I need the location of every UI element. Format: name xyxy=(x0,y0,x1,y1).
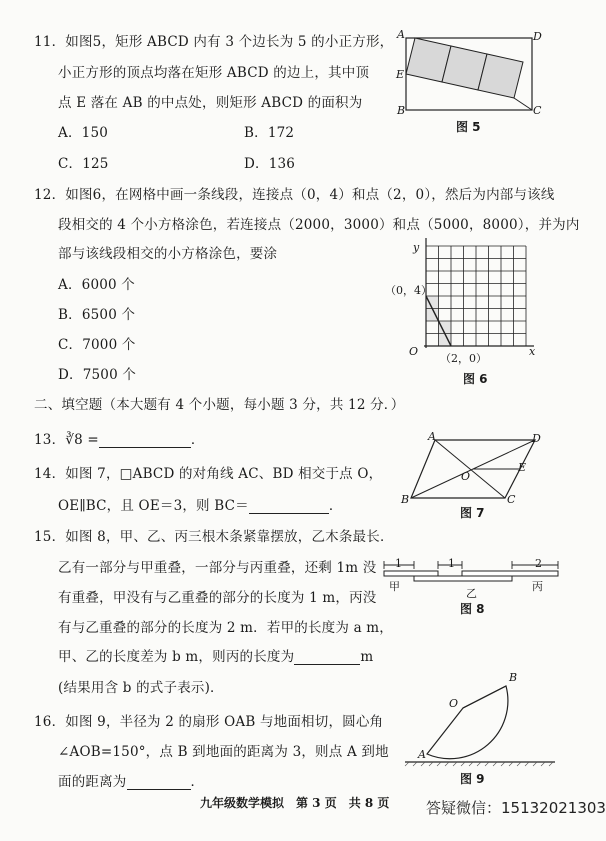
fig8-label-yi: 乙 xyxy=(466,587,477,600)
fig6-label-point2: （2，0） xyxy=(440,352,487,365)
q16-line3-prefix: 面的距离为 xyxy=(58,774,127,790)
fig8-label-one-middle: 1 xyxy=(448,557,455,570)
watermark-contact: 答疑微信：15132021303 xyxy=(426,799,606,817)
q11-option-b: B．172 xyxy=(244,125,295,141)
q16-line2: ∠AOB=150°，点 B 到地面的距离为 3，则点 A 到地 xyxy=(58,744,389,760)
q11-option-c: C．125 xyxy=(58,156,109,172)
q14-line2-prefix: OE∥BC，且 OE＝3，则 BC＝ xyxy=(58,498,249,514)
q12-line2: 段相交的 4 个小方格涂色，若连接点（2000，3000）和点（5000，8000），并为内 xyxy=(58,217,580,233)
q16-answer-blank[interactable] xyxy=(127,789,191,790)
fig8-label-one-left: 1 xyxy=(395,557,402,570)
q15-unit: m xyxy=(360,649,374,665)
q13-suffix: ． xyxy=(190,432,205,448)
q12-option-a: A．6000 个 xyxy=(58,277,135,293)
fig6-label-point1: （0，4） xyxy=(385,284,432,297)
q13 xyxy=(34,428,205,448)
fig5-caption: 图 5 xyxy=(456,120,481,134)
fig7-caption: 图 7 xyxy=(460,506,485,520)
fig7-label-b: B xyxy=(401,493,410,506)
q15-line2: 乙有一部分与甲重叠，一部分与丙重叠，还剩 1m 没 xyxy=(58,560,377,576)
fig6-caption: 图 6 xyxy=(463,372,488,386)
q11-option-a: A．150 xyxy=(58,125,109,141)
q11-line2: 小正方形的顶点均落在矩形 ABCD 的边上，其中顶 xyxy=(58,65,370,81)
figure-9 xyxy=(405,672,555,768)
fig6-label-y: y xyxy=(413,241,420,254)
q12-line1: 12．如图6，在网格中画一条线段，连接点（0，4）和点（2，0），然后为内部与该线 xyxy=(34,187,555,203)
q12-line3: 部与该线段相交的小方格涂色，要涂 xyxy=(58,246,278,262)
q11-line3: 点 E 落在 AB 的中点处，则矩形 ABCD 的面积为 xyxy=(58,95,363,111)
fig6-label-x: x xyxy=(529,345,536,358)
fig5-label-b: B xyxy=(397,104,406,117)
q16-line1: 16．如图 9，半径为 2 的扇形 OAB 与地面相切，圆心角 xyxy=(34,714,384,730)
q15-line5 xyxy=(58,645,373,665)
fig8-label-two: 2 xyxy=(535,557,542,570)
fig5-label-d: D xyxy=(533,30,542,43)
q15-line6: (结果用含 b 的式子表示)． xyxy=(58,680,224,696)
q14-answer-blank[interactable] xyxy=(249,513,329,514)
fig9-label-b: B xyxy=(509,671,518,684)
fig9-label-a: A xyxy=(418,748,426,761)
q13-answer-blank[interactable] xyxy=(99,447,191,448)
fig7-label-o: O xyxy=(461,470,471,483)
q14-suffix: ． xyxy=(328,498,343,514)
q13-prefix: 13．∛8 = xyxy=(34,432,99,448)
shaded-cell xyxy=(426,309,439,322)
q12-option-d: D．7500 个 xyxy=(58,367,137,383)
q15-line5-prefix: 甲、乙的长度差为 b m，则丙的长度为 xyxy=(58,649,295,665)
fig5-label-e: E xyxy=(396,68,405,81)
q15-line4: 有与乙重叠的部分的长度为 2 m．若甲的长度为 a m， xyxy=(58,620,394,636)
fig9-caption: 图 9 xyxy=(460,772,485,786)
q12-option-c: C．7000 个 xyxy=(58,337,136,353)
page-footer: 九年级数学模拟 第 3 页 共 8 页 xyxy=(200,796,390,810)
q15-line3: 有重叠，甲没有与乙重叠的部分的长度为 1 m，丙没 xyxy=(58,590,377,606)
q11-line1: 11．如图5，矩形 ABCD 内有 3 个边长为 5 的小正方形， xyxy=(34,34,394,50)
section-2-heading: 二、填空题（本大题有 4 个小题，每小题 3 分，共 12 分．） xyxy=(34,397,405,413)
fig7-label-e: E xyxy=(518,461,527,474)
q15-line1: 15．如图 8，甲、乙、丙三根木条紧靠摆放，乙木条最长． xyxy=(34,529,394,545)
q16-line3 xyxy=(58,770,204,790)
fig6-label-o: O xyxy=(409,345,419,358)
shaded-cell xyxy=(439,321,452,334)
fig7-label-c: C xyxy=(507,493,516,506)
q14-line2 xyxy=(58,494,343,514)
figure-6-grid xyxy=(410,248,530,358)
fig9-label-o: O xyxy=(449,697,459,710)
figure-5 xyxy=(400,34,540,114)
q14-line1: 14．如图 7，□ABCD 的对角线 AC、BD 相交于点 O， xyxy=(34,466,383,482)
fig8-label-bing: 丙 xyxy=(532,580,543,593)
fig7-label-a: A xyxy=(428,430,436,443)
q12-option-b: B．6500 个 xyxy=(58,307,136,323)
fig8-caption: 图 8 xyxy=(460,602,485,616)
q15-answer-blank[interactable] xyxy=(294,664,360,665)
fig7-label-d: D xyxy=(532,432,541,445)
fig5-label-c: C xyxy=(533,104,542,117)
q16-suffix: ． xyxy=(190,774,205,790)
fig8-label-jia: 甲 xyxy=(389,580,400,593)
q11-option-d: D．136 xyxy=(244,156,296,172)
fig5-label-a: A xyxy=(397,28,405,41)
shaded-cell xyxy=(439,334,452,347)
